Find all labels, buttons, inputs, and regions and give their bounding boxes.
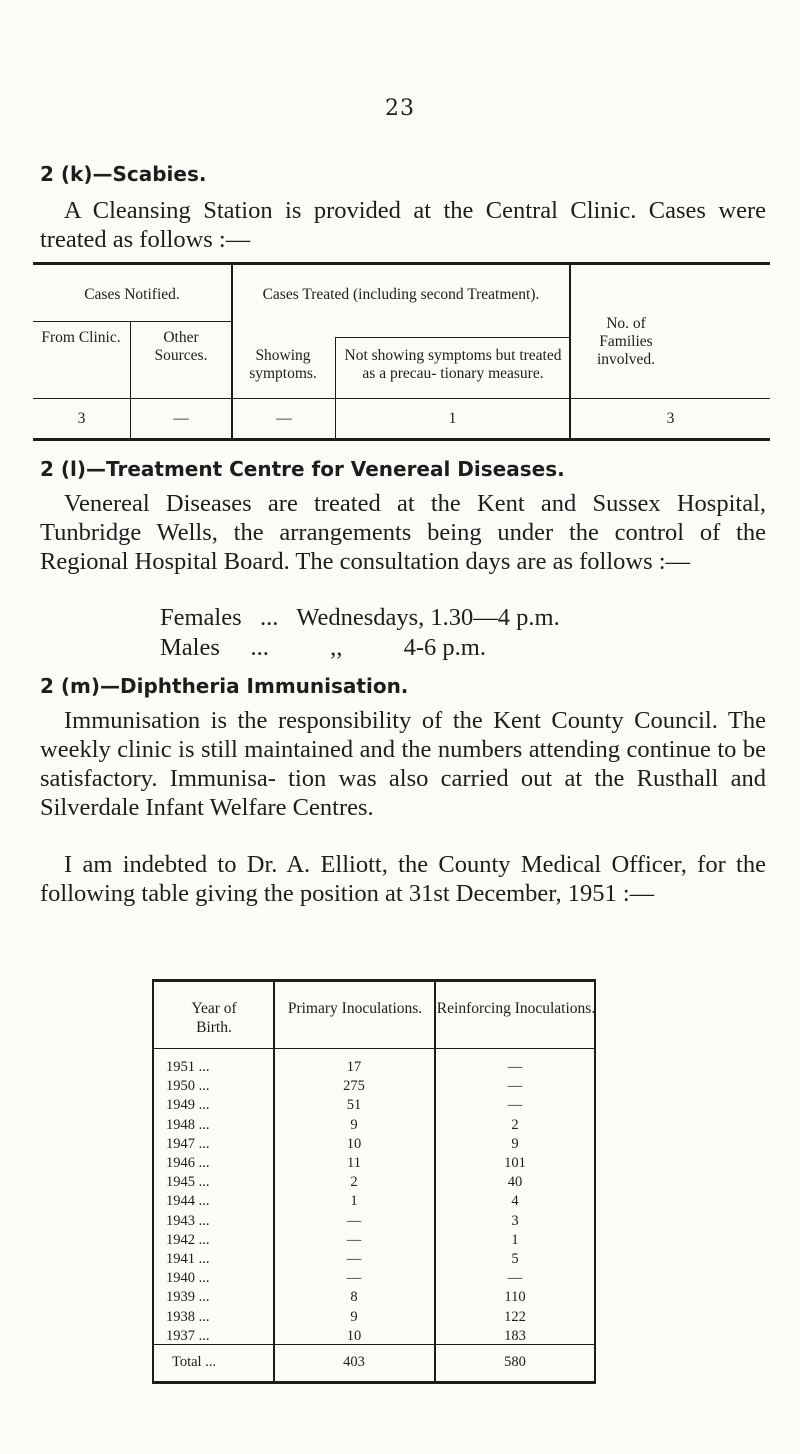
row-primary: — [346, 1212, 362, 1229]
total-label: Total ... [172, 1354, 217, 1370]
row-primary: — [346, 1251, 362, 1267]
row-year: 1943 ... [166, 1212, 210, 1229]
row-reinforcing: 101 [504, 1155, 526, 1171]
header-from-clinic: From Clinic. [41, 329, 121, 346]
immunisation-table [152, 979, 596, 1385]
row-year: 1939 ... [166, 1289, 210, 1306]
value-other-sources: — [173, 410, 189, 427]
scabies-heading: 2 (k)—Scabies. [40, 162, 207, 186]
row-primary: 2 [350, 1174, 358, 1191]
row-primary: 10 [346, 1327, 362, 1344]
header-cases-treated: Cases Treated (including second Treatment). [262, 286, 540, 303]
row-primary: 9 [350, 1116, 358, 1133]
vd-paragraph [40, 489, 766, 576]
diphtheria-paragraph-2 [40, 850, 766, 908]
row-reinforcing: 2 [511, 1116, 519, 1133]
row-year: 1945 ... [166, 1174, 210, 1191]
row-reinforcing: — [507, 1270, 523, 1287]
value-showing: — [276, 410, 292, 427]
row-primary: — [346, 1270, 362, 1287]
header-primary-inoculations: Primary Inoculations. [287, 1000, 423, 1017]
vd-paragraph-text: Venereal Diseases are treated at the Kent and Sussex Hospital, Tunbridge Wells, the arrangements being under the control of the Regional Hospital Board. The consultation days are as follows :— [40, 490, 766, 575]
row-year: 1938 ... [166, 1308, 210, 1325]
row-reinforcing: 40 [507, 1174, 523, 1191]
scabies-paragraph [40, 196, 766, 254]
header-year-of-birth: Year of Birth. [191, 1000, 237, 1036]
scabies-paragraph-text: A Cleansing Station is provided at the Central Clinic. Cases were treated as follows :— [40, 197, 766, 253]
header-cases-notified: Cases Notified. [84, 286, 180, 303]
row-reinforcing: 110 [504, 1289, 526, 1306]
row-primary: — [346, 1231, 362, 1248]
row-primary: 8 [350, 1289, 358, 1306]
row-primary: 9 [350, 1308, 358, 1325]
row-reinforcing: 9 [511, 1135, 519, 1152]
row-year: 1944 ... [166, 1193, 210, 1210]
row-reinforcing: — [507, 1059, 523, 1075]
females-schedule: Females ... Wednesdays, 1.30—4 p.m. [160, 604, 560, 631]
total-primary: 403 [343, 1354, 365, 1370]
scabies-table [33, 262, 770, 441]
header-not-showing: Not showing symptoms but treated as a precau- tionary measure. [344, 347, 562, 382]
row-reinforcing: — [507, 1097, 523, 1114]
row-primary: 1 [350, 1193, 358, 1210]
row-year: 1950 ... [166, 1078, 210, 1095]
header-other-sources: Other Sources. [154, 329, 208, 364]
row-year: 1948 ... [166, 1116, 210, 1133]
row-reinforcing: 122 [504, 1308, 526, 1325]
row-reinforcing: 3 [511, 1212, 519, 1229]
header-families: No. of Families involved. [596, 315, 656, 368]
header-showing-symptoms: Showing symptoms. [249, 347, 317, 382]
row-year: 1942 ... [166, 1231, 210, 1248]
row-year: 1946 ... [166, 1155, 210, 1171]
total-reinforcing: 580 [504, 1354, 526, 1370]
diphtheria-paragraph-2-text: I am indebted to Dr. A. Elliott, the County Medical Officer, for the following table giving the position at 31st December, 1951 :— [40, 851, 766, 907]
row-year: 1947 ... [166, 1135, 210, 1152]
row-year: 1949 ... [166, 1097, 210, 1114]
page-number: 23 [385, 96, 415, 121]
row-primary: 10 [346, 1135, 362, 1152]
row-year: 1951 ... [166, 1059, 210, 1075]
diphtheria-paragraph-1 [40, 706, 766, 822]
value-not-showing: 1 [448, 410, 457, 427]
row-primary: 275 [343, 1078, 365, 1095]
row-reinforcing: 183 [504, 1327, 526, 1344]
vd-heading: 2 (l)—Treatment Centre for Venereal Diseases. [40, 457, 565, 481]
males-schedule: Males ... ,, 4-6 p.m. [160, 634, 486, 661]
row-year: 1941 ... [166, 1251, 210, 1267]
diphtheria-paragraph-1-text: Immunisation is the responsibility of the Kent County Council. The weekly clinic is still maintained and the numbers attending continue to be satisfactory. Immunisa- tion was also carried out at the Rusthall and Silverdale Infant Welfare Centres. [40, 707, 766, 821]
row-primary: 11 [347, 1155, 361, 1171]
row-reinforcing: 1 [511, 1231, 519, 1248]
row-reinforcing: 4 [511, 1193, 519, 1210]
row-reinforcing: — [507, 1078, 523, 1095]
row-year: 1937 ... [166, 1327, 210, 1344]
value-families: 3 [666, 410, 675, 427]
row-reinforcing: 5 [511, 1251, 519, 1267]
value-from-clinic: 3 [77, 410, 86, 427]
diphtheria-heading: 2 (m)—Diphtheria Immunisation. [40, 674, 409, 698]
row-primary: 51 [346, 1097, 362, 1114]
header-reinforcing-inoculations: Reinforcing Inoculations. [436, 1000, 596, 1017]
row-primary: 17 [346, 1059, 362, 1075]
row-year: 1940 ... [166, 1270, 210, 1287]
